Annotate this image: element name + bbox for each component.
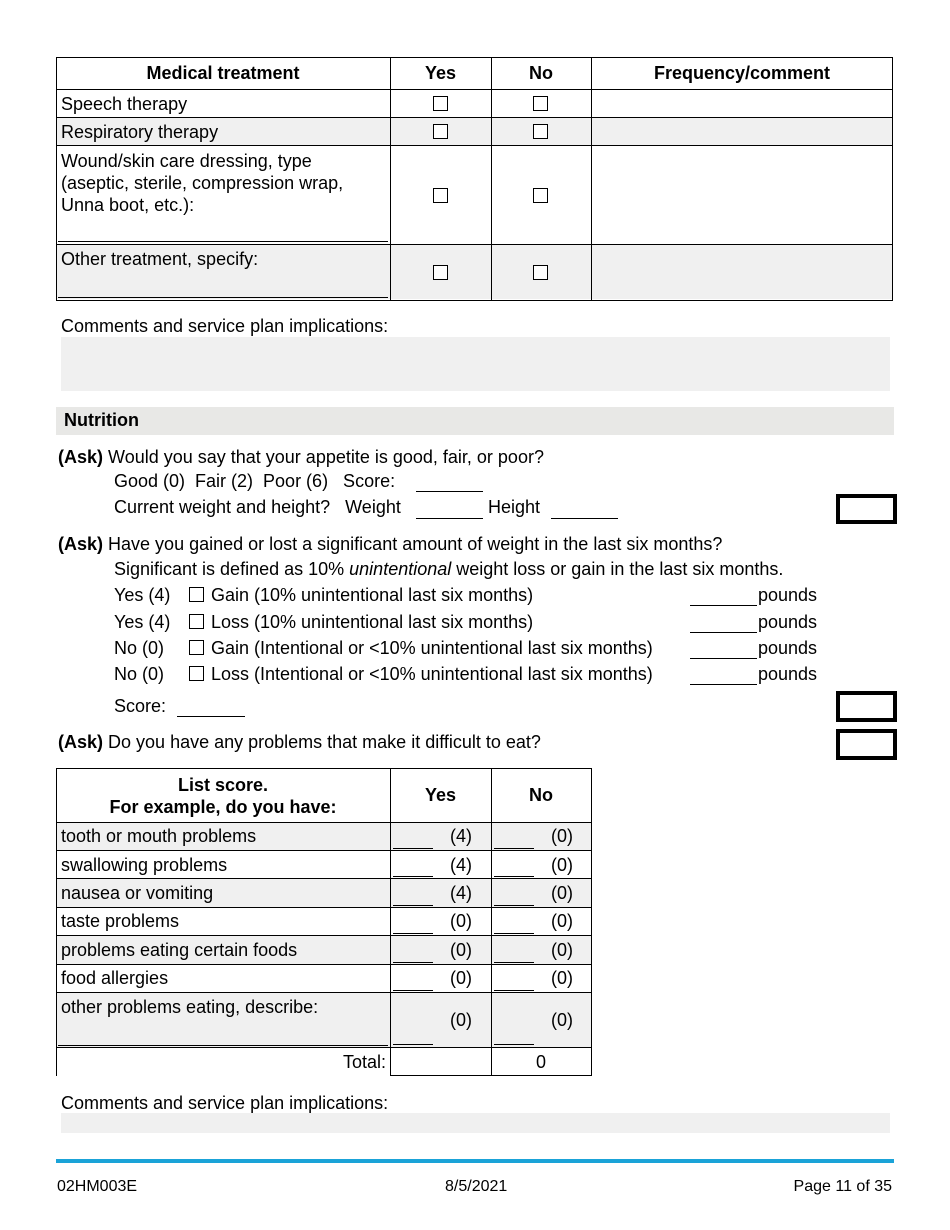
fill-line (58, 297, 388, 298)
yes-score: (0) (450, 968, 472, 988)
pounds-unit: pounds (758, 664, 818, 684)
header-yes: Yes (424, 63, 457, 83)
row-divider (56, 89, 893, 90)
option-label: Loss (Intentional or <10% unintentional last six months) (211, 664, 653, 684)
question-text: Do you have any problems that make it difficult to eat? (108, 732, 541, 752)
option-score: Yes (4) (114, 585, 171, 605)
no-field[interactable] (494, 1044, 534, 1045)
header-no: No (529, 63, 553, 83)
label-line: Wound/skin care dressing, type (61, 151, 312, 171)
header-line: For example, do you have: (109, 797, 337, 817)
col-divider (591, 57, 592, 301)
problem-label: other problems eating, describe: (61, 997, 319, 1017)
significant-definition (114, 559, 783, 580)
eating-score-box[interactable] (836, 729, 897, 760)
weight-prompt: Current weight and height? Weight (114, 497, 401, 517)
problem-label: taste problems (61, 911, 180, 931)
appetite-score-field[interactable] (416, 491, 483, 492)
col-divider (390, 57, 391, 301)
wound-care-no-checkbox[interactable] (533, 188, 548, 203)
ask-label: (Ask) (58, 732, 104, 752)
yes-field[interactable] (393, 990, 433, 991)
fill-line (58, 241, 388, 242)
header-list-score (56, 774, 390, 818)
ask-label: (Ask) (58, 447, 104, 467)
total-label: Total: (342, 1052, 386, 1072)
row-divider (56, 117, 893, 118)
pounds-field[interactable] (690, 684, 757, 685)
option-label: Loss (10% unintentional last six months) (211, 612, 534, 632)
no-field[interactable] (494, 933, 534, 934)
weight-score-label: Score: (114, 696, 167, 716)
header-line: List score. (177, 775, 269, 795)
row-label-respiratory-therapy: Respiratory therapy (61, 122, 219, 142)
question-text: Would you say that your appetite is good, fair, or poor? (108, 447, 544, 467)
row-divider (56, 935, 592, 936)
option-score: No (0) (114, 664, 165, 684)
respiratory-therapy-no-checkbox[interactable] (533, 124, 548, 139)
appetite-options: Good (0) Fair (2) Poor (6) Score: (114, 471, 396, 491)
respiratory-therapy-yes-checkbox[interactable] (433, 124, 448, 139)
no-score: (0) (551, 883, 573, 903)
yes-field[interactable] (393, 962, 433, 963)
row-divider (56, 964, 592, 965)
row-divider (56, 907, 592, 908)
weight-field[interactable] (416, 518, 483, 519)
row-label-other-treatment: Other treatment, specify: (61, 249, 259, 269)
height-field[interactable] (551, 518, 618, 519)
weight-score-field[interactable] (177, 716, 245, 717)
form-id: 02HM003E (57, 1178, 138, 1195)
no-field[interactable] (494, 962, 534, 963)
form-date: 8/5/2021 (445, 1178, 508, 1195)
yes-score: (0) (450, 911, 472, 931)
yes-score: (4) (450, 883, 472, 903)
header-no: No (529, 785, 553, 805)
weight-gain-10-checkbox[interactable] (189, 587, 204, 602)
col-divider (491, 57, 492, 301)
no-field[interactable] (494, 990, 534, 991)
table-border (390, 1075, 592, 1076)
ask-label: (Ask) (58, 534, 104, 554)
no-field[interactable] (494, 848, 534, 849)
yes-field[interactable] (393, 905, 433, 906)
footer-rule (56, 1159, 894, 1163)
col-divider (390, 768, 391, 1076)
yes-field[interactable] (393, 876, 433, 877)
table-border (591, 768, 592, 1076)
weight-score-box[interactable] (836, 691, 897, 722)
definition-text: weight loss or gain in the last six months. (451, 559, 784, 579)
nutrition-heading: Nutrition (64, 410, 139, 430)
no-field[interactable] (494, 876, 534, 877)
yes-field[interactable] (393, 933, 433, 934)
comments-label: Comments and service plan implications: (61, 1093, 389, 1113)
pounds-field[interactable] (690, 658, 757, 659)
row-divider (56, 992, 592, 993)
height-label: Height (488, 497, 541, 517)
yes-field[interactable] (393, 848, 433, 849)
page-number: Page 11 of 35 (793, 1178, 892, 1195)
label-line: (aseptic, sterile, compression wrap, (61, 173, 344, 193)
no-score: (0) (551, 826, 573, 846)
problem-label: problems eating certain foods (61, 940, 298, 960)
problem-label: nausea or vomiting (61, 883, 214, 903)
header-medical-treatment: Medical treatment (146, 63, 300, 83)
no-field[interactable] (494, 905, 534, 906)
yes-field[interactable] (393, 1044, 433, 1045)
comments-field[interactable] (61, 1113, 890, 1133)
row-label-speech-therapy: Speech therapy (61, 94, 188, 114)
option-label: Gain (Intentional or <10% unintentional last six months) (211, 638, 653, 658)
yes-score: (0) (450, 1010, 472, 1030)
total-no-value: 0 (535, 1052, 546, 1072)
comments-label: Comments and service plan implications: (61, 316, 389, 336)
wound-care-yes-checkbox[interactable] (433, 188, 448, 203)
col-divider (491, 768, 492, 1076)
weight-change-question (58, 534, 722, 555)
no-score: (0) (551, 968, 573, 988)
other-treatment-no-checkbox[interactable] (533, 265, 548, 280)
appetite-score-box[interactable] (836, 494, 897, 524)
row-divider (56, 850, 592, 851)
yes-score: (0) (450, 940, 472, 960)
problem-label: food allergies (61, 968, 169, 988)
pounds-unit: pounds (758, 612, 818, 632)
pounds-field[interactable] (690, 605, 757, 606)
option-label: Gain (10% unintentional last six months) (211, 585, 534, 605)
question-text: Have you gained or lost a significant amount of weight in the last six months? (108, 534, 723, 554)
no-score: (0) (551, 855, 573, 875)
yes-score: (4) (450, 855, 472, 875)
row-divider (56, 878, 592, 879)
appetite-question (58, 447, 544, 468)
other-treatment-yes-checkbox[interactable] (433, 265, 448, 280)
weight-loss-intentional-checkbox[interactable] (189, 666, 204, 681)
header-frequency-comment: Frequency/comment (653, 63, 831, 83)
fill-line (58, 1045, 388, 1046)
pounds-unit: pounds (758, 585, 818, 605)
weight-loss-10-checkbox[interactable] (189, 614, 204, 629)
speech-therapy-no-checkbox[interactable] (533, 96, 548, 111)
nutrition-heading-bar (56, 407, 894, 435)
row-divider (56, 145, 893, 146)
row-divider (56, 244, 893, 245)
definition-italic: unintentional (349, 559, 452, 579)
comments-field[interactable] (61, 337, 890, 391)
label-line: Unna boot, etc.): (61, 195, 195, 215)
option-score: Yes (4) (114, 612, 171, 632)
row-divider (56, 1047, 592, 1048)
problem-label: tooth or mouth problems (61, 826, 257, 846)
speech-therapy-yes-checkbox[interactable] (433, 96, 448, 111)
option-score: No (0) (114, 638, 165, 658)
table-border (56, 768, 592, 769)
no-score: (0) (551, 911, 573, 931)
no-score: (0) (551, 940, 573, 960)
eating-problems-question (58, 732, 541, 753)
row-divider (56, 822, 592, 823)
row-label-wound-care (61, 150, 343, 216)
weight-gain-intentional-checkbox[interactable] (189, 640, 204, 655)
no-score: (0) (551, 1010, 573, 1030)
pounds-unit: pounds (758, 638, 818, 658)
yes-score: (4) (450, 826, 472, 846)
definition-text: Significant is defined as 10% (114, 559, 350, 579)
header-yes: Yes (424, 785, 457, 805)
pounds-field[interactable] (690, 632, 757, 633)
problem-label: swallowing problems (61, 855, 228, 875)
